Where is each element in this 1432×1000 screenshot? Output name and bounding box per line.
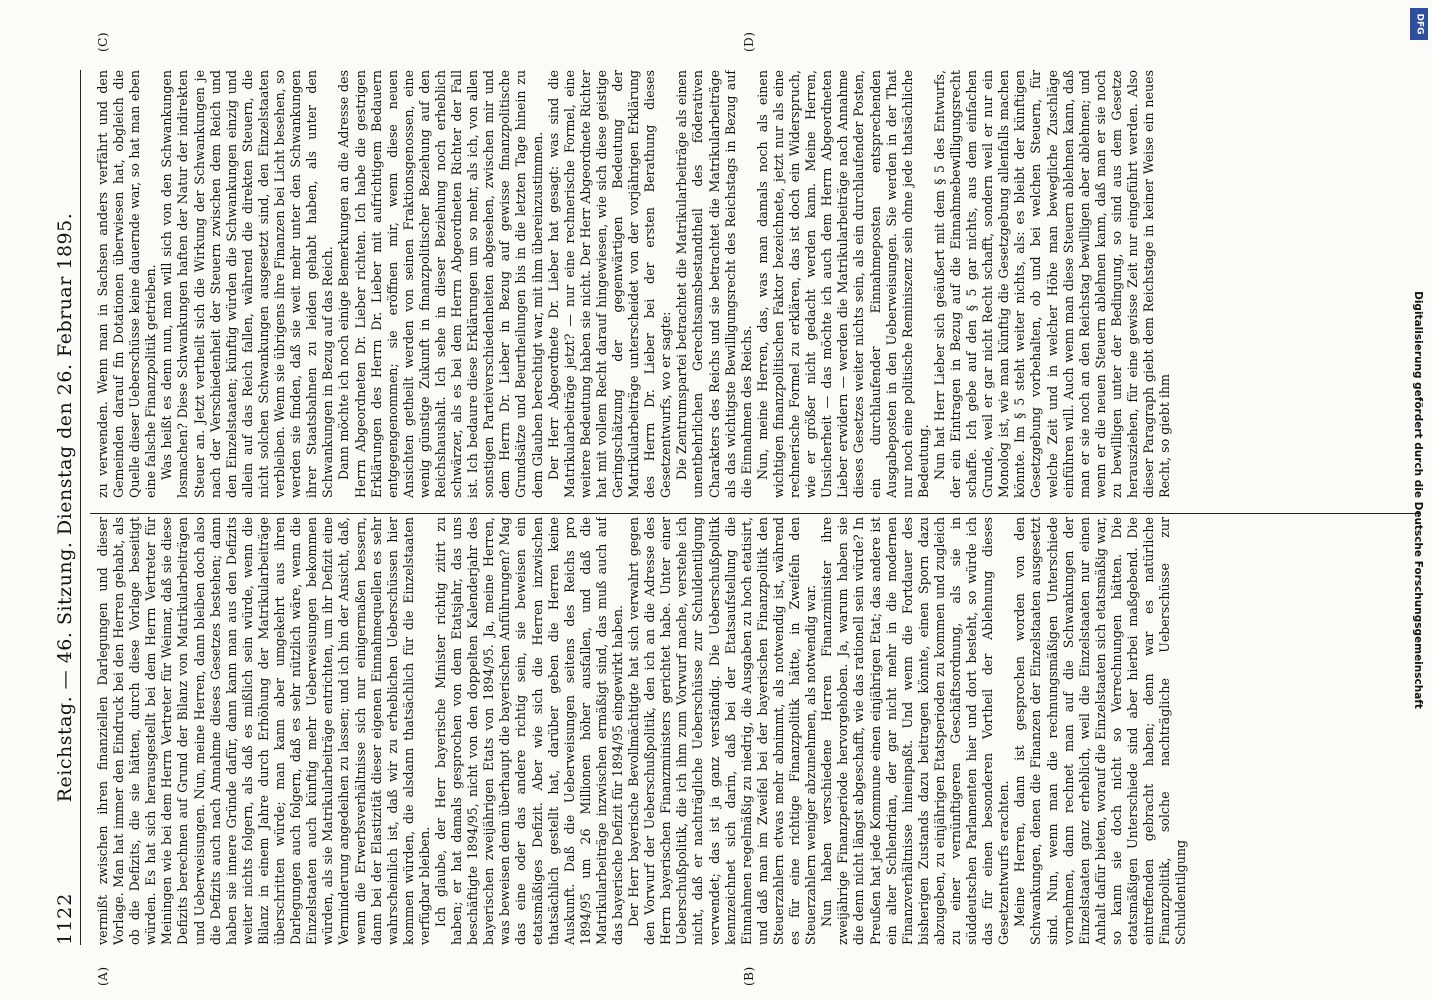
- funding-notice-text: Digitalisierung gefördert durch die Deutsche Forschungsgemeinschaft: [1412, 291, 1424, 709]
- margin-letter-a: (A): [96, 966, 110, 986]
- margin-letter-c: (C): [96, 31, 110, 52]
- margin-letter-d: (D): [742, 31, 756, 52]
- paragraph: vermißt zwischen ihren finanziellen Darlegungen und dieser Vorlage. Man hat immer den Eindruck bei den Herren gehabt, als ob die Defizits, die sie hätten, durch diese Vorlage beseitigt würden. Es hat sich herausgestellt bei dem Herrn Vertreter für Meiningen wie bei dem Herrn Vertreter für Weimar, daß sie diese Defizits berechnen auf Grund der Bilanz von Matrikularbeiträgen und Ueberweisungen. Nun, meine Herren, dann bleiben doch also die Defizits auch nach Annahme dieses Gesetzes bestehen; dann haben sie innere Gründe dafür, dann kann man aus den Defizits weiter nichts folgern, als daß es mißlich sein würde, wenn die Bilanz in einem Jahre durch Erhöhung der Matrikularbeiträge überschritten würde; man kann aber umgekehrt aus ihren Darlegungen auch folgern, daß es sehr nützlich wäre, wenn die Einzelstaaten auch künftig mehr Ueberweisungen bekommen würden, als sie Matrikularbeiträge entrichten, um ihr Defizit eine Verminderung angedeihen zu lassen; und ich bin der Ansicht, daß, wenn die Erwerbsverhältnisse sich nur einigermaßen bessern, dann bei der Elastizität dieser eigenen Einnahmequellen es sehr wahrscheinlich ist, daß wir zu erheblichen Ueberschüssen hier kommen würden, die alsdann thatsächlich für die Einzelstaaten verfügbar bleiben.: [95, 517, 432, 945]
- margin-letter-b: (B): [742, 966, 756, 986]
- right-column: [95, 70, 1415, 498]
- page-number: 1122: [54, 892, 76, 945]
- column-divider: [90, 513, 1420, 514]
- block-quote: Die Zentrumspartei betrachtet die Matrikularbeiträge als einen unentbehrlichen Gerechtsamsbestandtheil des föderativen Charakters des Reichs und sie betrachtet die Matrikularbeiträge als das wichtigste Bewilligungsrecht des Reichstags in Bezug auf die Einnahmen des Reichs.: [674, 70, 754, 498]
- paragraph: Dann möchte ich noch einige Bemerkungen an die Adresse des Herrn Abgeordneten Dr. Lieber richten. Ich habe die gestrigen Erklärungen des Herrn Dr. Lieber mit aufrichtigem Bedauern entgegengenommen; sie eröffnen mir, wenn diese neuen Ansichten getheilt werden von seinen Fraktionsgenossen, eine wenig günstige Zukunft in finanzpolitischer Beziehung auf den Reichshaushalt. Ich sehe in dieser Beziehung noch erheblich schwärzer, als es bei dem Herrn Abgeordneten Richter der Fall ist. Ich bedaure diese Erklärungen um so mehr, als ich, von allen sonstigen Parteiverschiedenheiten abgesehen, zwischen mir und dem Herrn Dr. Lieber in Bezug auf gewisse finanzpolitische Grundsätze und Beurtheilungen bis in die letzten Tage hinein zu dem Glauben berechtigt war, mit ihm übereinzustimmen.: [336, 70, 545, 498]
- paragraph: Nun, meine Herren, das, was man damals noch als einen wichtigen finanzpolitischen Faktor bezeichnete, jetzt nur als eine rechnerische Formel zu erklären, das ist doch ein Widerspruch, wie er größer nicht gedacht werden kann. Meine Herren, Unsicherheit — das möchte ich auch dem Herrn Abgeordneten Lieber erwidern — werden die Matrikularbeiträge nach Annahme dieses Gesetzes weiter nichts sein, als ein durchlaufender Posten, ein durchlaufender Einnahmeposten entsprechenden Ausgabeposten in den Ueberweisungen. Sie werden in der That nur noch eine politische Reminiszenz sein ohne jede thatsächliche Bedeutung.: [754, 70, 931, 498]
- paragraph: Nun haben verschiedene Herren Finanzminister ihre zweijährige Finanzperiode hervorgehoben. Ja, warum haben sie die denn nicht längst abgeschafft, wie das rationell sein würde? In Preußen hat jede Kommune einen einjährigen Etat; das andere ist ein alter Schlendrian, der gar nicht mehr in die modernen Finanzverhältnisse hineinpaßt. Und wenn die Fortdauer des bisherigen Zustands dazu beitragen könnte, einen Sporn dazu abzugeben, zu einjährigen Etatsperioden zu kommen und zugleich zu einer vernünftigeren Geschäftsordnung, als sie in süddeutschen Parlamenten hier und dort besteht, so würde ich das für einen besonderen Vortheil der Ablehnung dieses Gesetzentwurfs erachten.: [819, 517, 1012, 945]
- dfg-logo-text: DFG: [1414, 13, 1425, 35]
- paragraph: Nun hat Herr Lieber sich geäußert mit dem § 5 des Entwurfs, der ein Eintragen in Bezug auf die Einnahmebewilligungsrecht schaffe. Ich gebe auf den § 5 gar nichts, aus dem einfachen Grunde, weil er gar nicht Recht schafft, sondern weil er nur ein Monolog ist, wie man künftig die Gesetzgebung allenfalls machen könnte. Im § 5 steht weiter nichts, als: es bleibt der künftigen Gesetzgebung vorbehalten, ob und bei welchen Steuern, für welche Zeit und in welcher Höhe man bewegliche Zuschläge einführen will. Auch wenn man diese Steuern ablehnen kann, daß man er sie noch an den Reichstag bewilligen aber ablehnen; und wenn er die neuen Steuern ablehnen kann, daß man er sie noch zu bewilligen unter der Bedingung, so sind aus dem Gesetze herausziehen, für eine gewisse Zeit nur eingeführt werden. Also dieser Paragraph giebt dem Reichstage in keiner Weise ein neues Recht, so giebt ihm: [931, 70, 1173, 498]
- paragraph: Der Herr bayerische Bevollmächtigte hat sich verwahrt gegen den Vorwurf der Ueberschußpolitik, den ich an die Adresse des Herrn bayerischen Finanzministers gerichtet habe. Unter einer Ueberschußpolitik, die ich ihm zum Vorwurf mache, verstehe ich nicht, daß er nachträgliche Ueberschüsse zur Schuldentilgung verwendet; das ist ja ganz verständig. Die Ueberschußpolitik kennzeichnet sich darin, daß bei der Etatsaufstellung die Einnahmen regelmäßig zu niedrig, die Ausgaben zu hoch etatisirt, und daß man im Zweifel bei der bayerischen Finanzpolitik den Steuerzahlern etwas mehr abnimmt, als notwendig ist, während es für eine richtige Finanzpolitik hätte, in Zweifeln den Steuerzahlern weniger abzunehmen, als notwendig war.: [626, 517, 819, 945]
- page-header: [50, 70, 81, 945]
- paragraph: Ich glaube, der Herr bayerische Minister richtig zitirt zu haben; er hat damals gesprochen von dem Etatsjahr, das uns beschäftigte 1894/95, nicht von den doppelten Kalenderjahr des bayerischen zweijährigen Etats von 1894/95. Ja, meine Herren, was beweisen denn überhaupt die bayerischen Anführungen? Mag das eine oder das andere richtig sein, sie beweisen ein etatsmäßiges Defizit. Aber wie sich die Herren inzwischen thatsächlich gestellt hat, darüber geben die Herren keine Auskunft. Daß die Ueberweisungen seitens des Reichs pro 1894/95 um 26 Millionen höher ausfallen, und daß die Matrikularbeiträge inzwischen ermäßigt sind, das muß auch auf das bayerische Defizit für 1894/95 eingewirkt haben.: [432, 517, 625, 945]
- running-title: Reichstag. — 46. Sitzung. Dienstag den 26. Februar 1895.: [54, 212, 76, 803]
- funding-notice-sidebar: [1410, 20, 1426, 980]
- paragraph: Der Herr Abgeordnete Dr. Lieber hat gesagt: was sind die Matrikularbeiträge jetzt? — nur eine rechnerische Formel, eine weitere Bedeutung haben sie nicht. Der Herr Abgeordnete Richter hat mit vollem Recht darauf hingewiesen, wie sich diese geistige Geringschätzung der gegenwärtigen Bedeutung der Matrikularbeiträge unterscheidet von der vorjährigen Erklärung des Herrn Dr. Lieber bei der ersten Berathung dieses Gesetzentwurfs, wo er sagte:: [545, 70, 674, 498]
- paragraph: Meine Herren, dann ist gesprochen worden von den Schwankungen, denen die Finanzen der Einzelstaaten ausgesetzt sind. Nun, wenn man die rechnungsmäßigen Unterschiede vornehmen, dann rechnet man auf die Schwankungen der Einzelstaaten ganz erheblich, weil die Einzelstaaten nur einen Anhalt dafür bieten, worauf die Einzelstaaten sich etatsmäßig war, so kann sie doch nicht so Verrechnungen hätten. Die etatsmäßigen Unterschiede sind aber hierbei maßgebend. Die eintreffenden gebracht haben; denn war es natürliche Finanzpolitik, solche nachträgliche Ueberschüsse zur Schuldentilgung: [1012, 517, 1189, 945]
- paragraph: Was heißt es denn nun, man will sich von den Schwankungen losmachen? Diese Schwankungen haften der Natur der indirekten Steuer an. Jetzt vertheilt sich die Wirkung der Schwankungen je nach der Verschiedenheit der Steuern zwischen dem Reich und den Einzelstaaten; künftig würden die Schwankungen einzig und allein auf das Reich fallen, während die direkten Steuern, die nicht solchen Schwankungen ausgesetzt sind, den Einzelstaaten verbleiben. Wenn sie übrigens ihre Finanzen bei Licht besehen, so werden sie finden, daß sie weit mehr unter den Schwankungen ihrer Staatsbahnen zu leiden gehabt haben, als unter den Schwankungen in Bezug auf das Reich.: [159, 70, 336, 498]
- paragraph: zu verwenden. Wenn man in Sachsen anders verfährt und den Gemeinden darauf fin Dotationen überwiesen hat, obgleich die Quelle dieser Ueberschüsse keine dauernde war, so hat man eben eine falsche Finanzpolitik getrieben.: [95, 70, 159, 498]
- left-column: [95, 517, 1415, 945]
